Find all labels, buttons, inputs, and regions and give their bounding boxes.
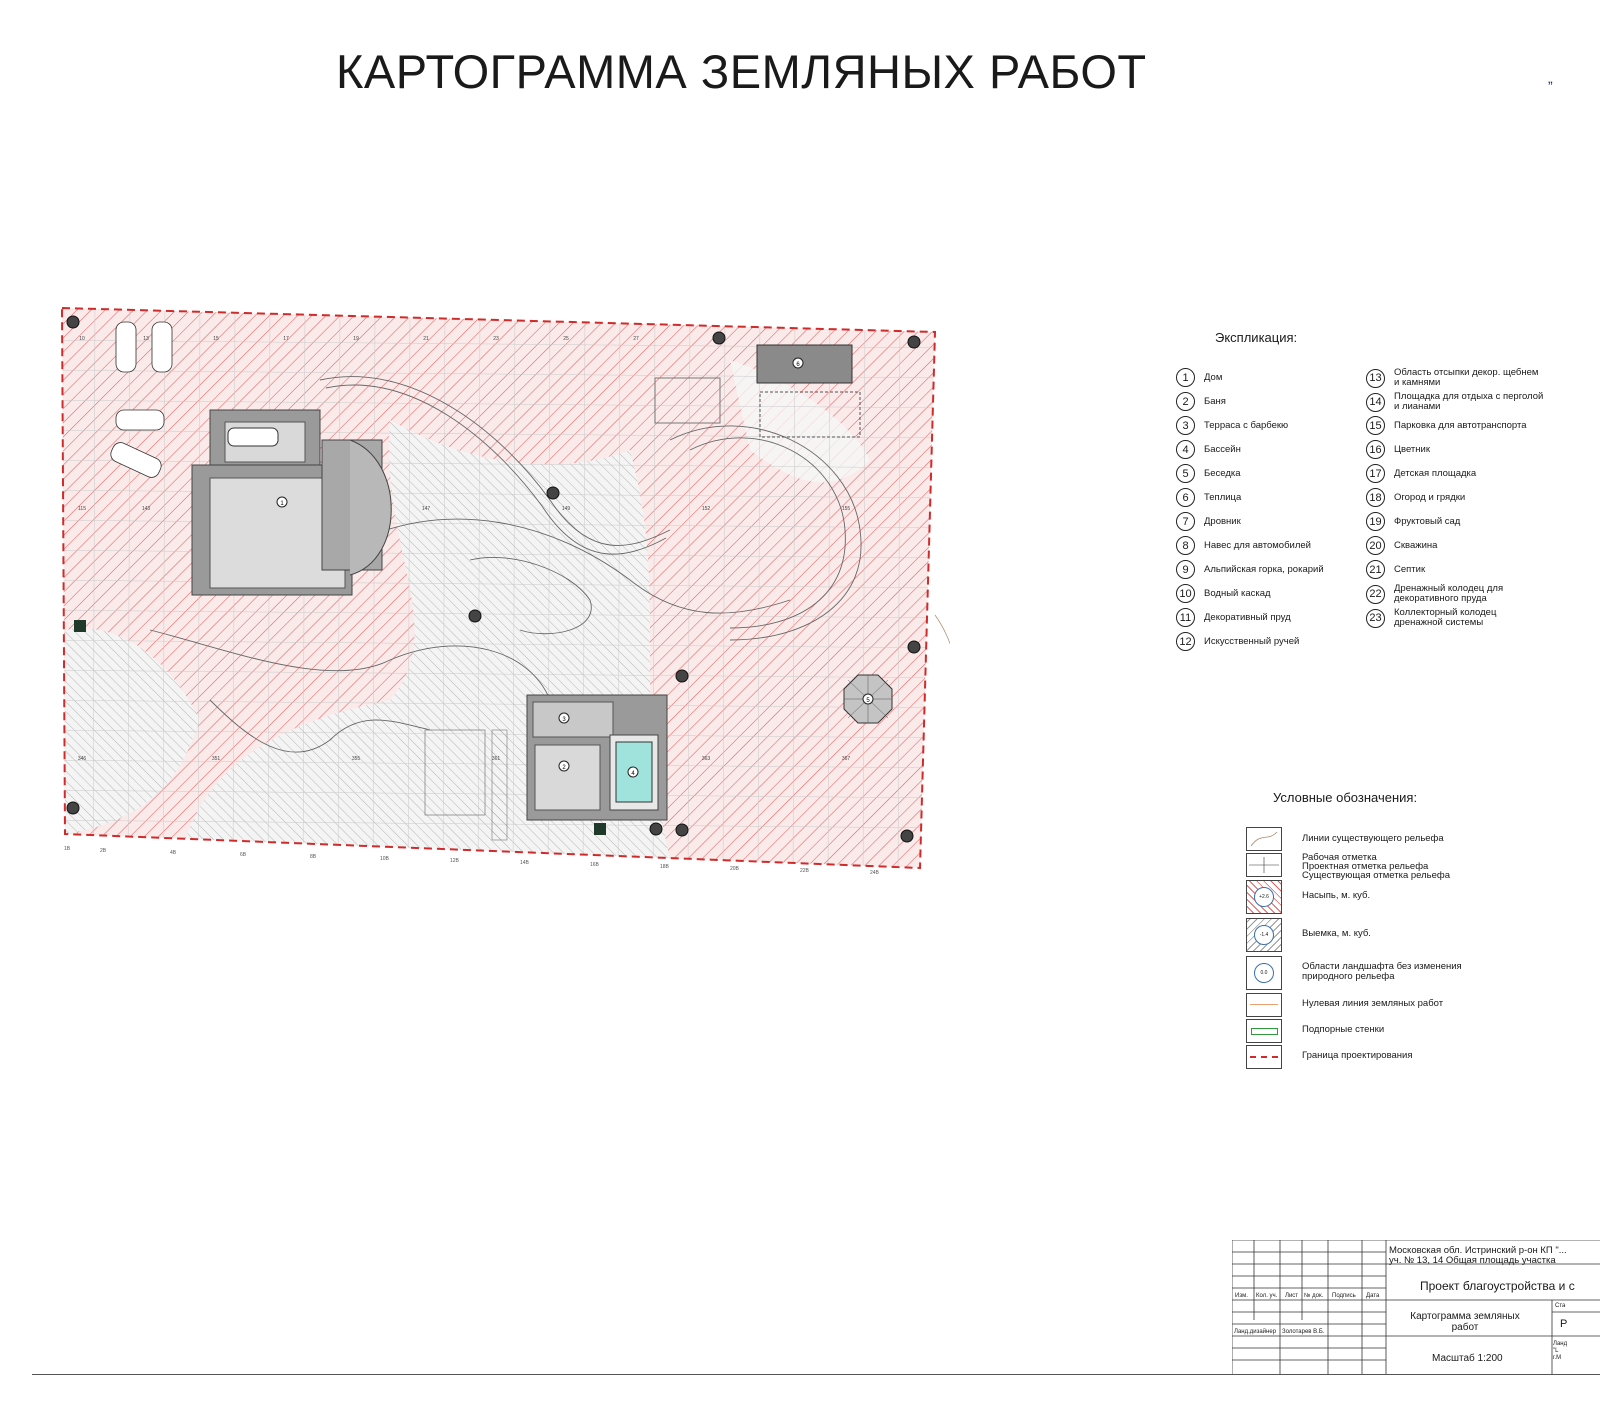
cut-swatch <box>1246 918 1282 952</box>
legend-working-mark: Рабочая отметка <box>1302 852 1377 863</box>
svg-text:27: 27 <box>633 336 639 342</box>
svg-text:18B: 18B <box>660 864 669 870</box>
explication-number: 23 <box>1366 609 1385 628</box>
border-swatch <box>1246 1045 1282 1069</box>
explication-item-11 <box>1176 608 1354 627</box>
explication-number: 11 <box>1176 608 1195 627</box>
stamp-address-1: Московская обл. Истринский р-он КП "... <box>1389 1245 1567 1256</box>
explication-label: Терраса с барбекю <box>1204 419 1289 431</box>
stamp-author: Золотарев В.Б. <box>1282 1329 1325 1335</box>
svg-text:5: 5 <box>866 698 870 704</box>
svg-text:147: 147 <box>421 506 431 512</box>
svg-text:8B: 8B <box>310 854 317 860</box>
svg-text:22B: 22B <box>800 868 809 874</box>
explication-number: 18 <box>1366 488 1385 507</box>
svg-text:3: 3 <box>562 717 566 723</box>
explication-title: Экспликация: <box>1215 330 1298 345</box>
explication-number: 7 <box>1176 512 1195 531</box>
explication-number: 2 <box>1176 392 1195 411</box>
svg-text:13: 13 <box>143 336 149 342</box>
stamp-address-2: уч. № 13, 14 Общая площадь участка <box>1389 1255 1556 1266</box>
explication-label: Водный каскад <box>1204 587 1271 599</box>
explication-item-13 <box>1366 368 1544 388</box>
stamp-stage-label: Ста <box>1555 1303 1566 1309</box>
cut-sample: -1.4 <box>1254 925 1274 945</box>
svg-text:155: 155 <box>841 506 851 512</box>
svg-text:21: 21 <box>423 336 429 342</box>
stamp-scale: Масштаб 1:200 <box>1432 1353 1503 1364</box>
svg-text:14B: 14B <box>520 860 529 866</box>
svg-text:10B: 10B <box>380 856 389 862</box>
legend-fill <box>1240 880 1600 912</box>
explication-label: Дом <box>1204 371 1223 383</box>
explication-item-1 <box>1176 368 1354 387</box>
svg-text:149: 149 <box>561 506 571 512</box>
stamp-org-1: Ланд <box>1553 1341 1568 1347</box>
explication-label: Коллекторный колодец дренажной системы <box>1394 607 1497 628</box>
nochange-sample: 0.0 <box>1254 963 1274 983</box>
explication-number: 6 <box>1176 488 1195 507</box>
svg-text:351: 351 <box>211 756 221 762</box>
explication-number: 4 <box>1176 440 1195 459</box>
gazebo <box>844 675 892 723</box>
explication-label: Парковка для автотранспорта <box>1394 419 1527 431</box>
stamp-sheet-title: Картограмма земляных работ <box>1410 1311 1520 1333</box>
explication-label: Теплица <box>1204 491 1242 503</box>
explication-item-18 <box>1366 488 1544 507</box>
svg-text:25: 25 <box>563 336 569 342</box>
explication-item-22 <box>1366 584 1544 604</box>
explication-item-23 <box>1366 608 1544 628</box>
legend-nochange-label: Области ландшафта без изменения природного рельефа <box>1302 961 1462 982</box>
legend-relief-label: Линии существующего рельефа <box>1302 833 1444 844</box>
explication-item-21 <box>1366 560 1544 579</box>
svg-text:1B: 1B <box>64 846 71 852</box>
stamp-org-3: г.М <box>1553 1355 1562 1361</box>
explication-number: 8 <box>1176 536 1195 555</box>
explication-number: 10 <box>1176 584 1195 603</box>
explication-item-19 <box>1366 512 1544 531</box>
svg-text:15: 15 <box>213 336 219 342</box>
explication-label: Беседка <box>1204 467 1241 479</box>
explication-label: Фруктовый сад <box>1394 515 1461 527</box>
svg-text:361: 361 <box>491 756 501 762</box>
explication-label: Цветник <box>1394 443 1430 455</box>
corner-mark: „ <box>1548 70 1553 86</box>
svg-text:363: 363 <box>701 756 711 762</box>
explication-label: Огород и грядки <box>1394 491 1466 503</box>
bath-house <box>527 695 667 820</box>
stamp-role: Ланд.дизайнер <box>1234 1329 1277 1335</box>
explication-label: Декоративный пруд <box>1204 611 1291 623</box>
svg-text:115: 115 <box>78 506 86 512</box>
legend-cut-label: Выемка, м. куб. <box>1302 928 1371 939</box>
stamp-header-kol: Кол. уч. <box>1256 1293 1278 1299</box>
legend-cut <box>1240 918 1600 950</box>
explication-label: Скважина <box>1394 539 1438 551</box>
walls-swatch <box>1246 1019 1282 1043</box>
svg-text:2: 2 <box>562 765 566 771</box>
legend-nochange <box>1240 956 1600 988</box>
explication-label: Детская площадка <box>1394 467 1477 479</box>
legend-zero-line-label: Нулевая линия земляных работ <box>1302 998 1444 1009</box>
stamp-header-sign: Подпись <box>1332 1293 1356 1299</box>
relief-swatch <box>1246 827 1282 851</box>
explication-number: 20 <box>1366 536 1385 555</box>
stamp-header-doc: № док. <box>1304 1293 1324 1299</box>
explication-label: Навес для автомобилей <box>1204 539 1311 551</box>
relief-lines <box>935 385 950 750</box>
svg-text:367: 367 <box>841 756 851 762</box>
svg-text:6: 6 <box>796 362 800 368</box>
drawing-title: КАРТОГРАММА ЗЕМЛЯНЫХ РАБОТ <box>336 45 1147 98</box>
explication-item-15 <box>1366 416 1544 435</box>
zero-line-swatch <box>1246 993 1282 1017</box>
stamp-stage-value: Р <box>1560 1318 1568 1330</box>
explication-item-3 <box>1176 416 1354 435</box>
explication-number: 3 <box>1176 416 1195 435</box>
explication-number: 21 <box>1366 560 1385 579</box>
explication-item-14 <box>1366 392 1544 412</box>
stamp-header-date: Дата <box>1366 1293 1380 1299</box>
explication-number: 12 <box>1176 632 1195 651</box>
explication-number: 13 <box>1366 369 1385 388</box>
svg-text:16B: 16B <box>590 862 599 868</box>
svg-text:4B: 4B <box>170 850 177 856</box>
stamp-project: Проект благоустройства и с <box>1420 1279 1575 1293</box>
explication-number: 22 <box>1366 585 1385 604</box>
explication-label: Дренажный колодец для декоративного пруда <box>1394 583 1504 604</box>
svg-text:152: 152 <box>701 506 711 512</box>
explication-item-16 <box>1366 440 1544 459</box>
svg-text:12B: 12B <box>450 858 459 864</box>
stamp-header-list: Лист <box>1285 1293 1299 1299</box>
legend-border <box>1240 1045 1600 1077</box>
explication-label: Альпийская горка, рокарий <box>1204 563 1324 575</box>
svg-text:1: 1 <box>280 501 284 507</box>
svg-text:20B: 20B <box>730 866 739 872</box>
explication-label: Дровник <box>1204 515 1241 527</box>
svg-text:346: 346 <box>77 756 87 762</box>
svg-text:143: 143 <box>141 506 151 512</box>
explication-number: 1 <box>1176 368 1195 387</box>
retaining-wall <box>492 730 507 840</box>
nochange-swatch <box>1246 956 1282 990</box>
explication-number: 14 <box>1366 393 1385 412</box>
svg-text:17: 17 <box>283 336 289 342</box>
explication-label: Площадка для отдыха с перголой и лианами <box>1394 391 1544 412</box>
svg-text:24B: 24B <box>870 870 879 876</box>
site-plan <box>30 300 950 890</box>
explication-item-2 <box>1176 392 1354 411</box>
svg-text:6B: 6B <box>240 852 247 858</box>
explication-item-20 <box>1366 536 1544 555</box>
explication-item-8 <box>1176 536 1354 555</box>
legend-walls-label: Подпорные стенки <box>1302 1024 1385 1035</box>
fill-swatch <box>1246 880 1282 914</box>
explication-number: 15 <box>1366 416 1385 435</box>
explication-item-9 <box>1176 560 1354 579</box>
explication-number: 19 <box>1366 512 1385 531</box>
explication-label: Бассейн <box>1204 443 1241 455</box>
explication-item-5 <box>1176 464 1354 483</box>
explication-item-10 <box>1176 584 1354 603</box>
svg-text:23: 23 <box>493 336 499 342</box>
explication-item-17 <box>1366 464 1544 483</box>
explication-item-6 <box>1176 488 1354 507</box>
explication-item-4 <box>1176 440 1354 459</box>
explication-number: 16 <box>1366 440 1385 459</box>
stamp-header-izm: Изм. <box>1235 1293 1248 1299</box>
legend-fill-label: Насыпь, м. куб. <box>1302 890 1371 901</box>
svg-text:355: 355 <box>351 756 361 762</box>
stamp-org-2: "L <box>1553 1348 1559 1354</box>
legend-border-label: Граница проектирования <box>1302 1050 1413 1061</box>
explication-number: 5 <box>1176 464 1195 483</box>
explication-number: 9 <box>1176 560 1195 579</box>
svg-text:4: 4 <box>631 771 635 777</box>
explication-label: Искусственный ручей <box>1204 635 1300 647</box>
explication-label: Септик <box>1394 563 1426 575</box>
legend-title: Условные обозначения: <box>1273 790 1418 805</box>
fill-sample: +2.6 <box>1254 887 1274 907</box>
svg-text:19: 19 <box>353 336 359 342</box>
legend-existing-mark: Существующая отметка рельефа <box>1302 870 1450 881</box>
svg-text:2B: 2B <box>100 848 107 854</box>
explication-item-7 <box>1176 512 1354 531</box>
explication-number: 17 <box>1366 464 1385 483</box>
marks-swatch <box>1246 853 1282 877</box>
sheet-bottom-line <box>32 1374 1600 1375</box>
explication-label: Баня <box>1204 395 1226 407</box>
explication-item-12 <box>1176 632 1354 651</box>
explication-label: Область отсыпки декор. щебнем и камнями <box>1394 367 1539 388</box>
legend-design-mark: Проектная отметка рельефа <box>1302 861 1429 872</box>
svg-text:10: 10 <box>79 336 85 342</box>
